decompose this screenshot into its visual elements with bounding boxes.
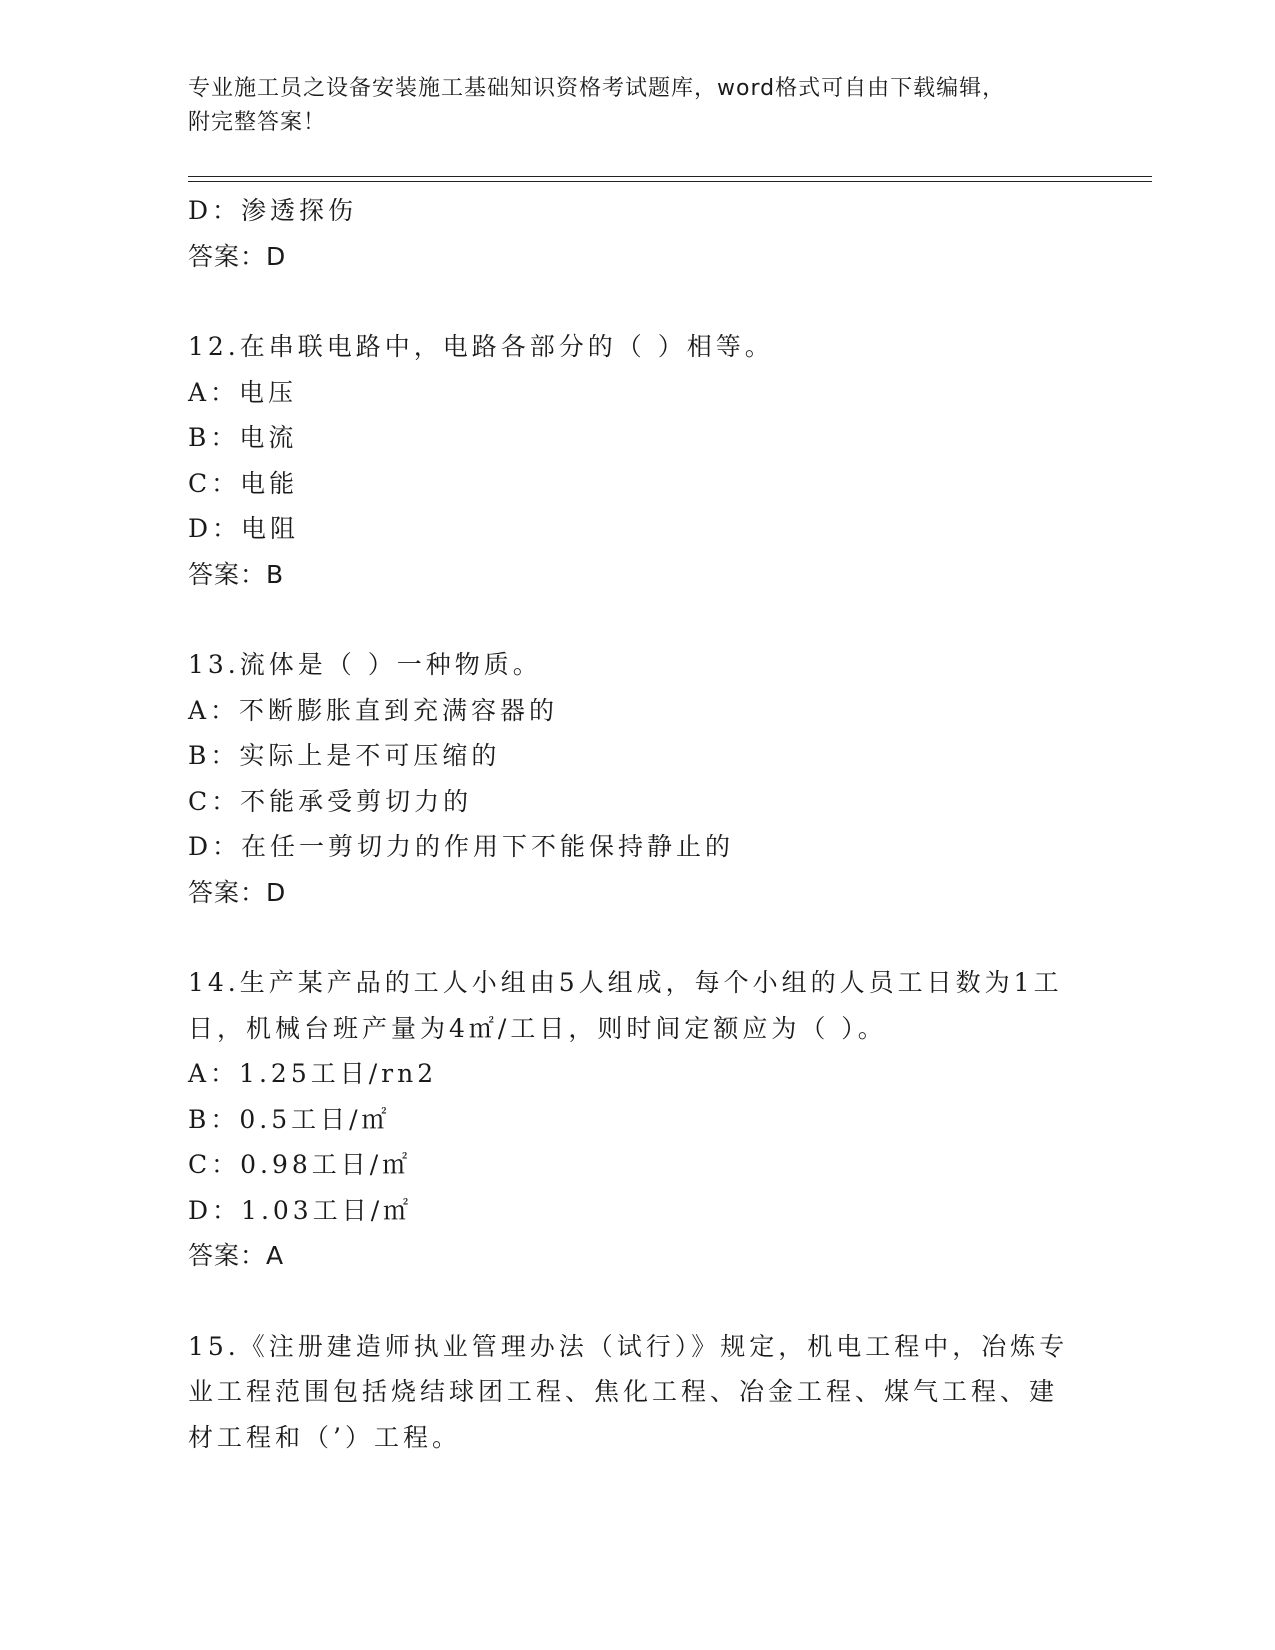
header-line-1: 专业施工员之设备安装施工基础知识资格考试题库，word格式可自由下载编辑， (188, 76, 1006, 101)
option-d: D：在任一剪切力的作用下不能保持静止的 (188, 832, 735, 861)
option-b: B：0.5工日/㎡ (188, 1104, 391, 1134)
option-c: C：0.98工日/㎡ (188, 1150, 412, 1179)
option-d: D：渗透探伤 (188, 196, 358, 225)
question-text-line-2: 日，机械台班产量为4㎡/工日，则时间定额应为（ ）。 (188, 1013, 887, 1043)
question-text: 12.在串联电路中，电路各部分的（ ）相等。 (188, 332, 774, 361)
question-14 (188, 960, 1088, 1279)
header-divider-top (188, 176, 1152, 177)
option-c: C：电能 (188, 468, 299, 498)
question-11 (188, 188, 1088, 279)
answer: 答案：A (188, 1241, 285, 1270)
answer: 答案：D (188, 877, 287, 907)
option-a: A：1.25工日/rn2 (188, 1059, 438, 1088)
option-d: D：1.03工日/㎡ (188, 1195, 413, 1225)
question-list (188, 188, 1088, 1460)
question-text: 13.流体是（ ）一种物质。 (188, 650, 542, 679)
question-text-line-2: 业工程范围包括烧结球团工程、焦化工程、冶金工程、煤气工程、建 (188, 1377, 1059, 1406)
option-b: B：实际上是不可压缩的 (188, 741, 501, 770)
header-line-2: 附完整答案！ (188, 110, 327, 135)
header-divider-bottom (188, 181, 1152, 182)
option-d: D：电阻 (188, 514, 300, 543)
option-a: A：不断膨胀直到充满容器的 (188, 695, 559, 725)
question-text-line-3: 材工程和（’）工程。 (188, 1422, 461, 1452)
answer: 答案：D (188, 241, 287, 271)
option-b: B：电流 (188, 423, 298, 452)
option-a: A：电压 (188, 377, 298, 407)
question-text-line-1: 14.生产某产品的工人小组由5人组成，每个小组的人员工日数为1工 (188, 968, 1063, 997)
document-header (188, 72, 1068, 140)
question-12 (188, 324, 1088, 597)
question-15 (188, 1324, 1088, 1461)
question-text-line-1: 15.《注册建造师执业管理办法（试行）》规定，机电工程中，冶炼专 (188, 1331, 1069, 1361)
answer: 答案：B (188, 559, 285, 589)
option-c: C：不能承受剪切力的 (188, 786, 473, 816)
question-13 (188, 642, 1088, 915)
